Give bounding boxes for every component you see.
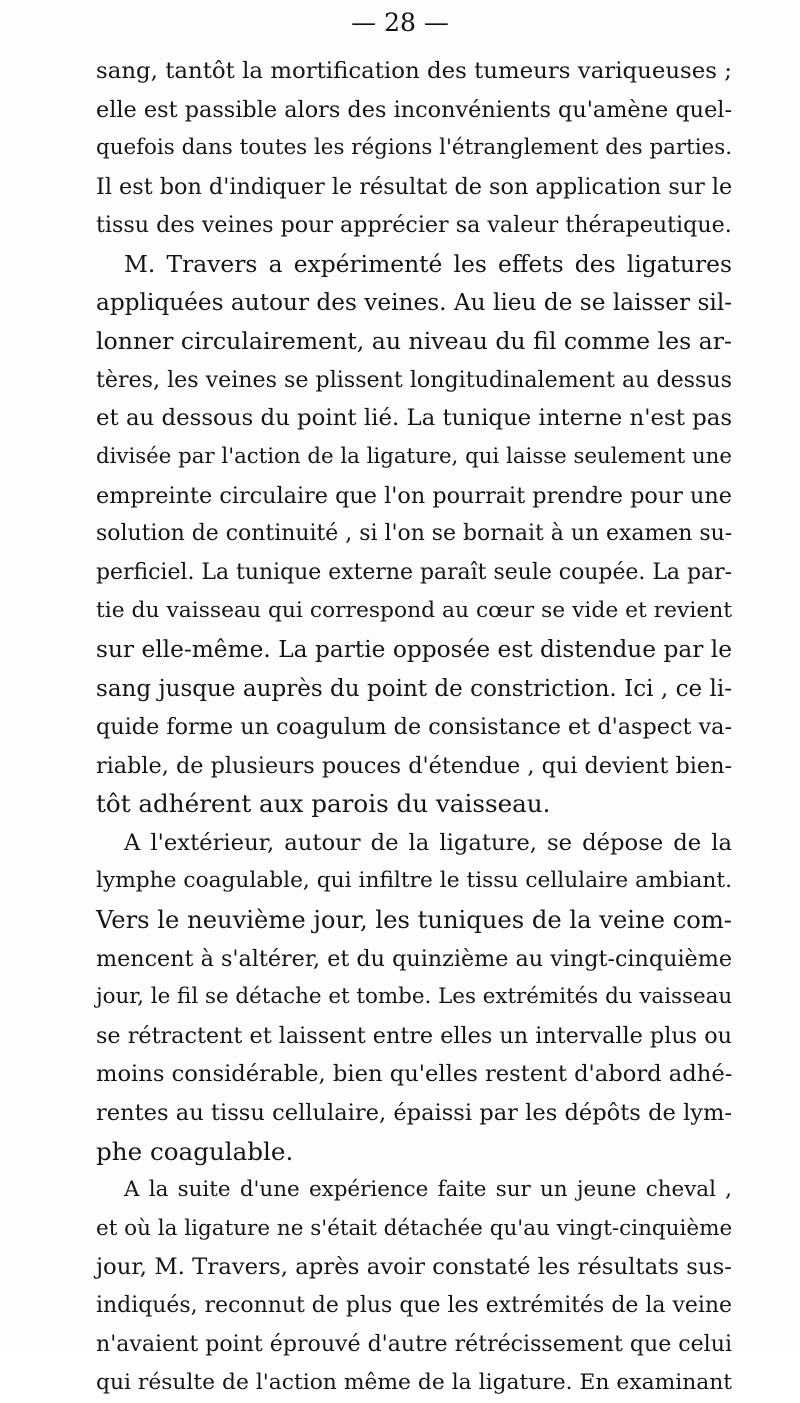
text-line: jour, M. Travers, après avoir constaté les résultats sus- (96, 1254, 732, 1281)
text-line: indiqués, reconnut de plus que les extrémités de la veine (96, 1293, 732, 1318)
text-line: empreinte circulaire que l'on pourrait prendre pour une (96, 482, 732, 509)
text-line: se rétractent et laissent entre elles un intervalle plus ou (96, 1022, 732, 1049)
text-line: tères, les veines se plissent longitudinalement au dessus (96, 366, 732, 393)
text-line: tissu des veines pour apprécier sa valeur thérapeutique. (96, 212, 732, 239)
text-line: moins considérable, bien qu'elles restent d'abord adhé- (96, 1061, 733, 1088)
text-line: n'avaient point éprouvé d'autre rétrécissement que celui (96, 1331, 732, 1357)
text-line: quide forme un coagulum de consistance et d'aspect va- (96, 714, 732, 741)
text-line: appliquées autour des veines. Au lieu de se laisser sil- (96, 288, 733, 316)
text-line: A la suite d'une expérience faite sur un jeune cheval , (124, 1177, 732, 1203)
text-line: sang jusque auprès du point de constriction. Ici , ce li- (96, 675, 732, 702)
text-line: Il est bon d'indiquer le résultat de son application sur le (96, 173, 733, 200)
text-line: jour, le fil se détache et tombe. Les extrémités du vaisseau (96, 984, 733, 1010)
text-line: sang, tantôt la mortification des tumeurs variqueuses ; (96, 58, 732, 84)
text-line: riable, de plusieurs pouces d'étendue , qui devient bien- (96, 752, 732, 779)
text-line: perficiel. La tunique externe paraît seule coupée. La par- (96, 559, 733, 585)
text-line: lymphe coagulable, qui infiltre le tissu cellulaire ambiant. (96, 868, 732, 894)
text-line: phe coagulable. (96, 1136, 294, 1166)
text-line: tôt adhérent aux parois du vaisseau. (96, 789, 551, 819)
text-line: rentes au tissu cellulaire, épaissi par les dépôts de lym- (96, 1100, 732, 1127)
text-line: divisée par l'action de la ligature, qui laisse seulement une (96, 443, 732, 469)
body-text (96, 52, 732, 1403)
text-line: et au dessous du point lié. La tunique interne n'est pas (96, 405, 733, 432)
text-line: M. Travers a expérimenté les effets des ligatures (124, 249, 732, 278)
text-line: Vers le neuvième jour, les tuniques de la veine com- (96, 906, 732, 935)
text-line: et où la ligature ne s'était détachée qu'au vingt-cinquième (96, 1215, 733, 1241)
text-line: sur elle-même. La partie opposée est distendue par le (96, 635, 732, 663)
text-line: mencent à s'altérer, et du quinzième au vingt-cinquième (96, 945, 732, 972)
text-line: elle est passible alors des inconvénients qu'amène quel- (96, 96, 732, 123)
text-line: A l'extérieur, autour de la ligature, se dépose de la (124, 829, 732, 856)
text-line: quefois dans toutes les régions l'étranglement des parties. (96, 135, 732, 161)
page-number: — 28 — (351, 8, 449, 37)
text-line: lonner circulairement, au niveau du fil comme les ar- (96, 327, 732, 356)
text-line: qui résulte de l'action même de la ligature. En examinant (96, 1370, 732, 1396)
text-line: solution de continuité , si l'on se bornait à un examen su- (96, 521, 733, 547)
text-line: tie du vaisseau qui correspond au cœur se vide et revient (96, 598, 732, 624)
